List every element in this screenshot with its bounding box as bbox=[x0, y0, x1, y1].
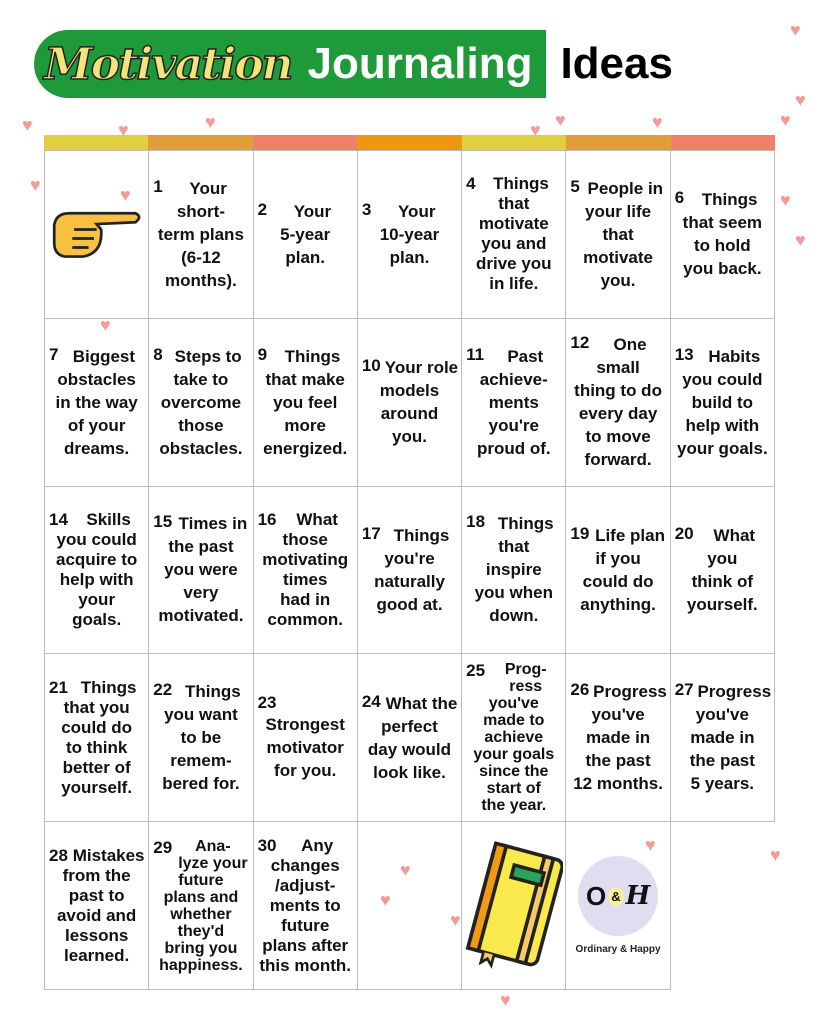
day-cell bbox=[671, 654, 775, 822]
prompt-text: What you think of yourself. bbox=[686, 525, 758, 614]
day-content bbox=[151, 345, 250, 460]
day-number: 18 bbox=[466, 512, 486, 532]
calendar-grid bbox=[44, 150, 775, 990]
day-cell bbox=[254, 319, 358, 487]
prompt-text: Prog- ress you've made to achieve your goals since the start of the year. bbox=[473, 661, 555, 815]
color-bar bbox=[44, 135, 148, 150]
day-content bbox=[256, 345, 355, 460]
prompt-text: Habits you could build to help with your goals. bbox=[677, 346, 768, 458]
day-content bbox=[47, 510, 146, 630]
day-cell bbox=[566, 319, 670, 487]
day-cell bbox=[566, 487, 670, 655]
title-journaling: Journaling bbox=[307, 39, 533, 88]
heart-icon: ♥ bbox=[22, 115, 33, 135]
heart-icon: ♥ bbox=[118, 120, 129, 140]
day-content bbox=[568, 333, 667, 471]
day-content bbox=[568, 680, 667, 795]
day-cell bbox=[671, 319, 775, 487]
day-cell bbox=[45, 822, 149, 990]
day-number: 22 bbox=[153, 680, 173, 700]
day-number: 4 bbox=[466, 174, 476, 194]
color-bar bbox=[148, 135, 252, 150]
day-cell bbox=[358, 151, 462, 319]
day-cell bbox=[462, 151, 566, 319]
title-motivation: Motivation bbox=[44, 38, 292, 90]
color-bar bbox=[566, 135, 670, 150]
logo-text: Ordinary & Happy bbox=[575, 944, 661, 956]
color-bar bbox=[357, 135, 461, 150]
title-ideas: Ideas bbox=[560, 39, 673, 88]
day-cell bbox=[462, 319, 566, 487]
day-content bbox=[47, 678, 146, 798]
day-cell bbox=[149, 151, 253, 319]
prompt-text: What the perfect day would look like. bbox=[367, 693, 458, 782]
color-bar bbox=[671, 135, 775, 150]
day-number: 28 bbox=[49, 845, 68, 865]
day-cell bbox=[254, 822, 358, 990]
day-number: 19 bbox=[570, 523, 590, 543]
prompt-text: Strongest motivator for you. bbox=[265, 715, 345, 781]
page-title bbox=[34, 28, 794, 100]
day-cell bbox=[149, 487, 253, 655]
day-content bbox=[256, 200, 355, 269]
heart-icon: ♥ bbox=[790, 20, 801, 40]
day-number: 5 bbox=[570, 176, 580, 196]
day-cell bbox=[671, 487, 775, 655]
prompt-text: What those motivating times had in common. bbox=[262, 509, 349, 629]
day-cell bbox=[254, 654, 358, 822]
day-number: 26 bbox=[570, 680, 590, 700]
day-number: 2 bbox=[257, 199, 268, 219]
heart-icon: ♥ bbox=[30, 175, 41, 195]
day-content bbox=[360, 524, 459, 616]
heart-icon: ♥ bbox=[555, 110, 566, 130]
day-content bbox=[151, 680, 250, 795]
prompt-text: Things that make you feel more energized. bbox=[263, 346, 348, 458]
day-content bbox=[256, 836, 355, 976]
day-content bbox=[256, 510, 355, 630]
heart-icon: ♥ bbox=[780, 190, 791, 210]
day-content bbox=[673, 680, 772, 795]
day-number: 14 bbox=[49, 509, 68, 529]
prompt-text: One small thing to do every day to move forward. bbox=[574, 335, 662, 470]
prompt-text: Things that inspire you when down. bbox=[474, 514, 554, 626]
day-content bbox=[464, 345, 563, 460]
day-cell bbox=[45, 487, 149, 655]
day-cell bbox=[671, 151, 775, 319]
day-content bbox=[360, 692, 459, 784]
day-number: 20 bbox=[674, 523, 694, 543]
heart-icon: ♥ bbox=[100, 315, 111, 335]
heart-icon: ♥ bbox=[380, 890, 391, 910]
day-content bbox=[47, 846, 146, 966]
day-cell bbox=[358, 654, 462, 822]
empty-cell bbox=[358, 822, 462, 990]
prompt-text: Life plan if you could do anything. bbox=[580, 525, 665, 614]
day-cell bbox=[45, 319, 149, 487]
heart-icon: ♥ bbox=[205, 112, 216, 132]
day-number: 7 bbox=[49, 344, 59, 364]
day-number: 27 bbox=[674, 680, 694, 700]
prompt-text: Your role models around you. bbox=[379, 358, 459, 447]
heart-icon: ♥ bbox=[780, 110, 791, 130]
day-cell bbox=[149, 319, 253, 487]
day-number: 13 bbox=[674, 344, 694, 364]
day-cell bbox=[358, 487, 462, 655]
pointing-hand-icon bbox=[47, 199, 146, 269]
day-number: 16 bbox=[257, 509, 277, 529]
day-content bbox=[47, 345, 146, 460]
prompt-text: Steps to take to overcome those obstacles. bbox=[159, 346, 243, 458]
prompt-text: Progress you've made in the past 12 months. bbox=[573, 682, 667, 794]
day-content bbox=[151, 177, 250, 292]
day-number: 30 bbox=[257, 835, 277, 855]
day-number: 25 bbox=[466, 661, 486, 681]
day-number: 6 bbox=[674, 188, 685, 208]
prompt-text: Ana- lyze your future plans and whether they'd bring you happiness. bbox=[159, 837, 248, 974]
heart-icon: ♥ bbox=[795, 90, 806, 110]
day-content bbox=[464, 661, 563, 814]
heart-icon: ♥ bbox=[645, 835, 656, 855]
hand-cell bbox=[45, 151, 149, 319]
heart-icon: ♥ bbox=[795, 230, 806, 250]
prompt-text: Things that you could do to think better of yourself. bbox=[61, 677, 137, 797]
heart-icon: ♥ bbox=[120, 185, 131, 205]
notebook-cell bbox=[462, 822, 566, 990]
day-content bbox=[673, 524, 772, 616]
logo-cell bbox=[566, 822, 670, 990]
prompt-text: Past achieve- ments you're proud of. bbox=[476, 346, 551, 458]
day-cell bbox=[462, 487, 566, 655]
notebook-icon bbox=[464, 836, 563, 976]
title-banner bbox=[34, 30, 546, 98]
day-cell bbox=[566, 654, 670, 822]
day-content bbox=[360, 356, 459, 448]
prompt-text: Your 5-year plan. bbox=[280, 201, 332, 267]
heart-icon: ♥ bbox=[400, 860, 411, 880]
day-cell bbox=[254, 151, 358, 319]
prompt-text: Mistakes from the past to avoid and lessons learned. bbox=[56, 845, 145, 965]
prompt-text: Progress you've made in the past 5 years. bbox=[689, 682, 772, 794]
day-number: 11 bbox=[466, 344, 485, 364]
color-bar bbox=[253, 135, 357, 150]
prompt-text: Things that motivate you and drive you in life. bbox=[475, 174, 552, 294]
day-content bbox=[256, 693, 355, 782]
prompt-text: Things that seem to hold you back. bbox=[682, 190, 763, 279]
day-number: 29 bbox=[153, 837, 173, 857]
heart-icon: ♥ bbox=[770, 845, 781, 865]
day-number: 12 bbox=[570, 333, 590, 353]
brand-logo: O & H Ordinary & Happy bbox=[576, 856, 661, 955]
day-number: 17 bbox=[361, 523, 381, 543]
prompt-text: People in your life that motivate you. bbox=[583, 178, 664, 290]
heart-icon: ♥ bbox=[652, 112, 663, 132]
day-number: 23 bbox=[257, 693, 277, 713]
day-content bbox=[151, 512, 250, 627]
day-number: 24 bbox=[361, 691, 381, 711]
day-cell bbox=[358, 319, 462, 487]
prompt-text: Your 10-year plan. bbox=[379, 201, 440, 267]
day-content bbox=[673, 188, 772, 280]
day-number: 15 bbox=[153, 512, 173, 532]
prompt-text: Things you're naturally good at. bbox=[374, 525, 450, 614]
day-cell bbox=[566, 151, 670, 319]
day-content bbox=[464, 512, 563, 627]
day-content bbox=[568, 177, 667, 292]
day-number: 3 bbox=[361, 199, 372, 219]
prompt-text: Your short- term plans (6-12 months). bbox=[157, 178, 244, 290]
color-bars bbox=[44, 135, 775, 150]
day-cell bbox=[149, 654, 253, 822]
prompt-text: Skills you could acquire to help with your goals. bbox=[56, 509, 138, 629]
day-cell bbox=[254, 487, 358, 655]
prompt-text: Times in the past you were very motivated. bbox=[158, 514, 248, 626]
day-number: 1 bbox=[153, 176, 163, 196]
day-cell bbox=[45, 654, 149, 822]
prompt-text: Things you want to be remem- bered for. bbox=[162, 682, 241, 794]
day-content bbox=[151, 838, 250, 974]
day-number: 21 bbox=[49, 677, 68, 697]
prompt-text: Any changes /adjust- ments to future plans after this month. bbox=[259, 835, 351, 975]
day-number: 9 bbox=[257, 344, 268, 364]
heart-icon: ♥ bbox=[450, 910, 461, 930]
day-cell bbox=[149, 822, 253, 990]
day-cell bbox=[462, 654, 566, 822]
day-content bbox=[568, 524, 667, 616]
heart-icon: ♥ bbox=[530, 120, 541, 140]
day-content bbox=[360, 200, 459, 269]
day-number: 10 bbox=[361, 356, 381, 376]
color-bar bbox=[462, 135, 566, 150]
day-content bbox=[464, 174, 563, 294]
heart-icon: ♥ bbox=[500, 990, 511, 1010]
day-content bbox=[673, 345, 772, 460]
day-number: 8 bbox=[153, 344, 163, 364]
prompt-text: Biggest obstacles in the way of your dreams. bbox=[55, 346, 138, 458]
